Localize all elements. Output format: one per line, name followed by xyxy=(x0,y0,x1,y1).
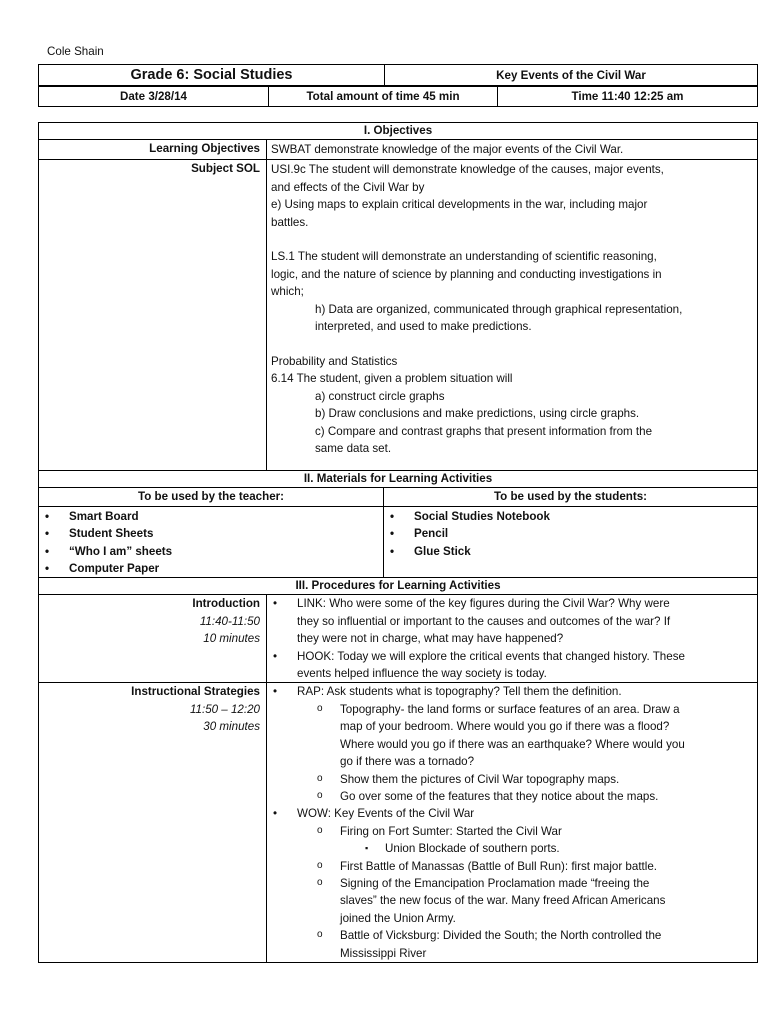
strategies-cell xyxy=(39,683,267,963)
strategy-text-line: slaves” the new focus of the war. Many freed African Americans xyxy=(340,894,666,908)
sol-text-line: Probability and Statistics xyxy=(271,354,398,368)
sol-text-line: b) Draw conclusions and make predictions, using circle graphs. xyxy=(315,407,640,421)
strategies-time: 11:50 – 12:20 xyxy=(189,702,260,716)
time-range: Time 11:40 12:25 am xyxy=(498,87,758,107)
strategy-text-line: Where would you go if there was an earthquake? Where would you xyxy=(340,737,685,751)
lesson-plan-table xyxy=(38,122,758,963)
introduction-content xyxy=(267,595,758,683)
sol-text-line: 6.14 The student, given a problem situation will xyxy=(271,372,513,386)
sol-text-line: USI.9c The student will demonstrate knowledge of the causes, major events, xyxy=(271,163,664,177)
strategies-duration: 30 minutes xyxy=(203,720,260,734)
list-item: • Glue Stick xyxy=(384,543,757,560)
intro-text-line: • HOOK: Today we will explore the critical events that changed history. These xyxy=(297,649,685,663)
teacher-materials-heading: To be used by the teacher: xyxy=(39,488,384,506)
list-item: • Social Studies Notebook xyxy=(384,508,757,525)
list-item xyxy=(267,927,753,962)
introduction-cell xyxy=(39,595,267,683)
strategy-text-line: o Signing of the Emancipation Proclamation made “freeing the xyxy=(340,876,650,890)
subject-sol-label: Subject SOL xyxy=(39,160,267,471)
strategy-text-line: go if there was a tornado? xyxy=(340,755,475,769)
subject-sol-text xyxy=(267,160,758,471)
sol-text-line: a) construct circle graphs xyxy=(315,389,445,403)
sol-text-line: same data set. xyxy=(315,441,392,455)
total-time: Total amount of time 45 min xyxy=(269,87,498,107)
list-item: • Student Sheets xyxy=(39,525,383,542)
teacher-materials-list xyxy=(39,506,384,578)
intro-text-line: they were not in charge, what may have happened? xyxy=(297,632,564,646)
author-name: Cole Shain xyxy=(47,45,104,58)
objectives-heading: I. Objectives xyxy=(39,123,758,140)
sol-text-line: which; xyxy=(271,285,304,299)
sol-text-line: logic, and the nature of science by planning and conducting investigations in xyxy=(271,267,662,281)
strategies-content xyxy=(267,683,758,963)
introduction-duration: 10 minutes xyxy=(203,632,260,646)
strategy-text-line: Mississippi River xyxy=(340,946,427,960)
list-item: ▪ Union Blockade of southern ports. xyxy=(267,840,753,857)
intro-text-line: • LINK: Who were some of the key figures during the Civil War? Why were xyxy=(297,597,670,611)
sol-text-line: battles. xyxy=(271,215,309,229)
student-materials-list xyxy=(384,506,758,578)
list-item: • Computer Paper xyxy=(39,560,383,577)
strategies-label: Instructional Strategies xyxy=(131,685,260,699)
learning-objectives-label: Learning Objectives xyxy=(39,140,267,160)
grade-subject: Grade 6: Social Studies xyxy=(39,65,385,86)
introduction-time: 11:40-11:50 xyxy=(199,614,260,628)
strategy-text-line: joined the Union Army. xyxy=(340,911,456,925)
sol-text-line: h) Data are organized, communicated through graphical representation, xyxy=(315,302,683,316)
lesson-date: Date 3/28/14 xyxy=(39,87,269,107)
student-materials-heading: To be used by the students: xyxy=(384,488,758,506)
introduction-label: Introduction xyxy=(192,597,260,611)
sol-text-line: interpreted, and used to make predictions. xyxy=(315,320,532,334)
intro-text-line: events helped influence the way society is today. xyxy=(297,667,547,681)
lesson-title: Key Events of the Civil War xyxy=(385,65,758,86)
strategy-text-line: o Battle of Vicksburg: Divided the South; the North controlled the xyxy=(340,929,662,943)
list-item: • Pencil xyxy=(384,525,757,542)
list-item xyxy=(267,875,753,927)
strategy-text-line: o Topography- the land forms or surface features of an area. Draw a xyxy=(340,702,680,716)
list-item: o First Battle of Manassas (Battle of Bull Run): first major battle. xyxy=(267,858,753,875)
header-table-bottom xyxy=(38,86,758,107)
sol-text-line: e) Using maps to explain critical developments in the war, including major xyxy=(271,198,648,212)
intro-text-line: they so influential or important to the causes and outcomes of the war? If xyxy=(297,614,671,628)
list-item: • WOW: Key Events of the Civil War xyxy=(267,805,753,822)
list-item: o Go over some of the features that they notice about the maps. xyxy=(267,788,753,805)
list-item xyxy=(267,595,753,647)
list-item: o Firing on Fort Sumter: Started the Civil War xyxy=(267,823,753,840)
procedures-heading: III. Procedures for Learning Activities xyxy=(39,578,758,595)
list-item xyxy=(267,648,753,683)
list-item: • Smart Board xyxy=(39,508,383,525)
header-table-top xyxy=(38,64,758,86)
list-item: • RAP: Ask students what is topography? Tell them the definition. xyxy=(267,683,753,700)
sol-text-line: LS.1 The student will demonstrate an understanding of scientific reasoning, xyxy=(271,250,657,264)
sol-text-line: c) Compare and contrast graphs that present information from the xyxy=(315,424,653,438)
list-item: • “Who I am” sheets xyxy=(39,543,383,560)
learning-objectives-text: SWBAT demonstrate knowledge of the major events of the Civil War. xyxy=(267,140,758,160)
materials-heading: II. Materials for Learning Activities xyxy=(39,471,758,488)
list-item: o Show them the pictures of Civil War topography maps. xyxy=(267,771,753,788)
strategy-text-line: map of your bedroom. Where would you go if there was a flood? xyxy=(340,720,670,734)
sol-text-line: and effects of the Civil War by xyxy=(271,180,425,194)
list-item xyxy=(267,701,753,771)
